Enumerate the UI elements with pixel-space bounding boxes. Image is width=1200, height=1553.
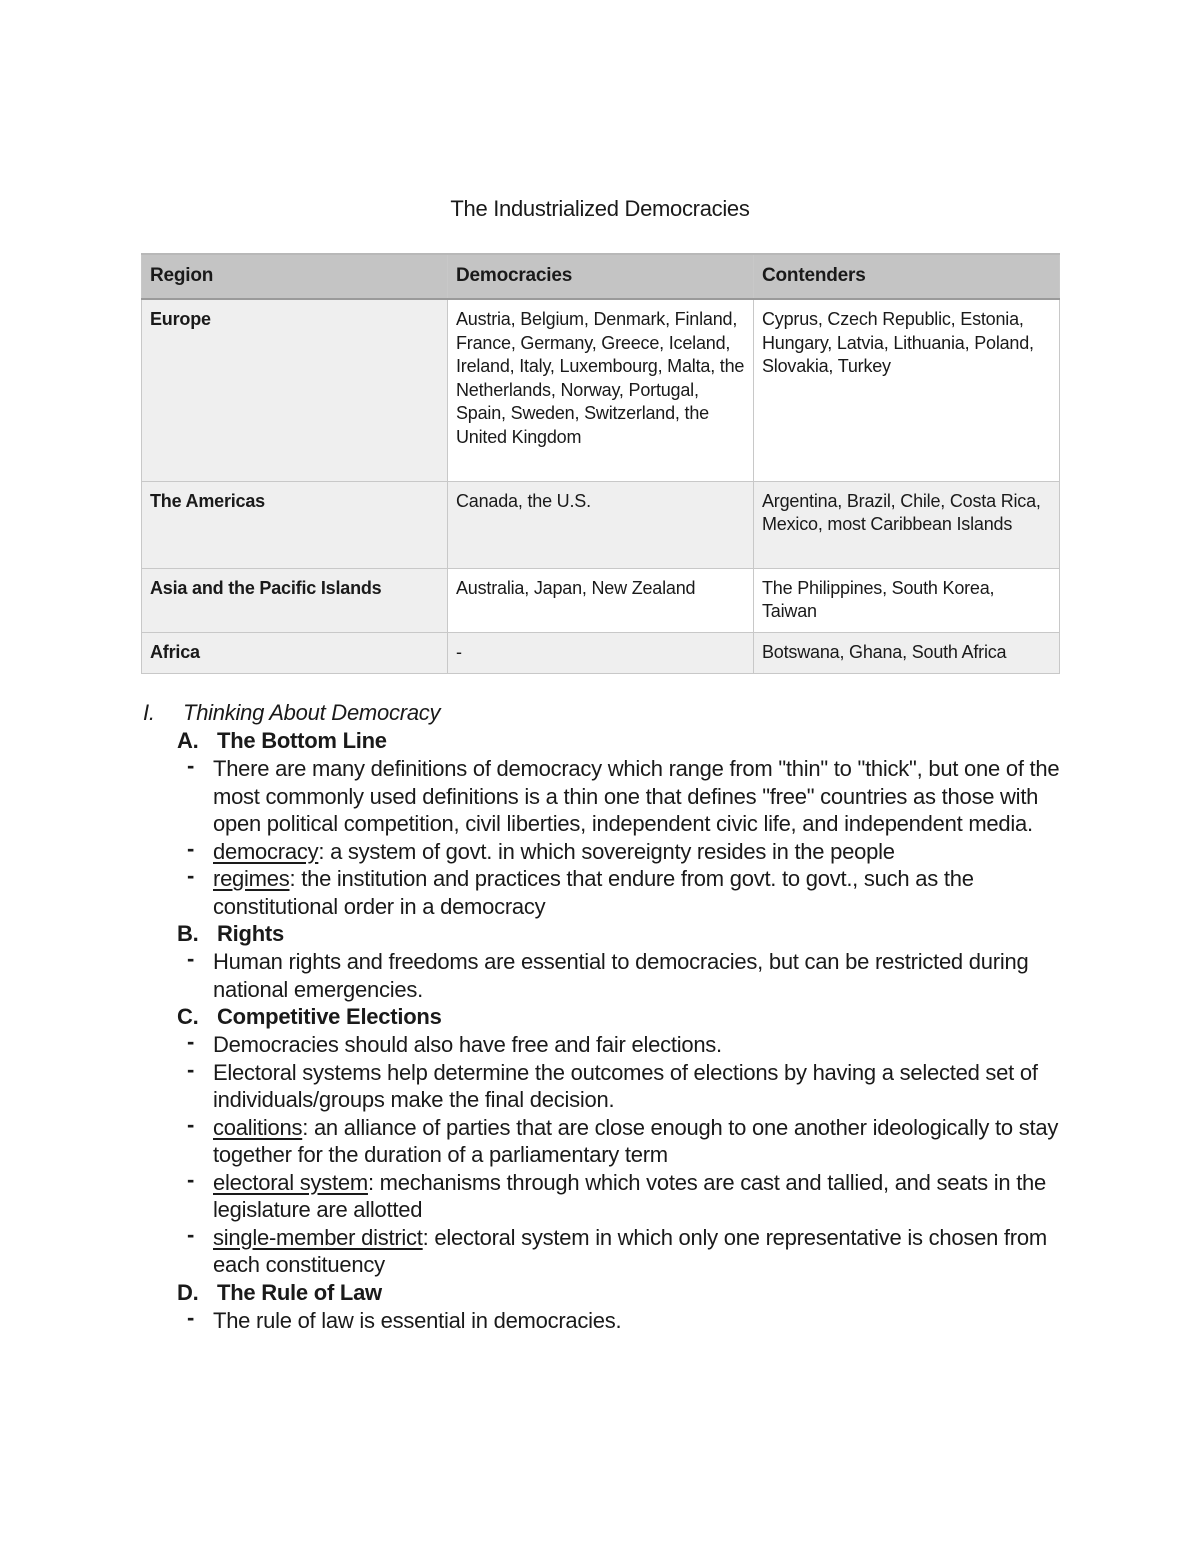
subsection-heading bbox=[141, 1279, 1071, 1307]
region-cell: Europe bbox=[142, 299, 448, 481]
bullet-text: There are many definitions of democracy which range from "thin" to "thick", but one of the most commonly used definitions is a thin one that defines "free" countries as those with open political competition, civil liberties, independent civic life, and independent media. bbox=[213, 756, 1060, 836]
glossary-term: electoral system bbox=[213, 1169, 368, 1195]
list-item bbox=[141, 1111, 1071, 1169]
dash-bullet: - bbox=[187, 1111, 195, 1137]
document-title: The Industrialized Democracies bbox=[450, 196, 750, 221]
subsection-title: Rights bbox=[217, 921, 284, 946]
bullet-text: Human rights and freedoms are essential to democracies, but can be restricted during national emergencies. bbox=[213, 949, 1029, 1002]
region-cell: Africa bbox=[142, 632, 448, 673]
list-item bbox=[141, 1166, 1071, 1224]
bullet-text: : the institution and practices that endure from govt. to govt., such as the constitutional order in a democracy bbox=[213, 866, 974, 919]
dash-bullet: - bbox=[187, 1221, 195, 1247]
subsection-letter: A. bbox=[177, 728, 199, 753]
dash-bullet: - bbox=[187, 1304, 195, 1330]
list-item bbox=[141, 1031, 1071, 1059]
section-numeral: I. bbox=[143, 700, 155, 725]
header-democracies: Democracies bbox=[448, 254, 754, 299]
glossary-term: single-member district bbox=[213, 1224, 423, 1250]
subsection-heading bbox=[141, 1003, 1071, 1031]
list-item bbox=[141, 1304, 1071, 1335]
subsection-title: The Bottom Line bbox=[217, 728, 387, 753]
list-item bbox=[141, 1221, 1071, 1279]
bullet-text: : a system of govt. in which sovereignty resides in the people bbox=[318, 838, 895, 864]
democracies-cell: Canada, the U.S. bbox=[448, 481, 754, 568]
list-item bbox=[141, 1056, 1071, 1114]
dash-bullet: - bbox=[187, 946, 195, 971]
list-item bbox=[141, 755, 1071, 838]
table-row bbox=[142, 632, 1060, 673]
democracies-cell: Austria, Belgium, Denmark, Finland, France, Germany, Greece, Iceland, Ireland, Italy, Luxembourg, Malta, the Netherlands, Norway, Portugal, Spain, Sweden, Switzerland, the United Kingdom bbox=[448, 299, 754, 481]
democracies-table bbox=[141, 253, 1060, 674]
list-item bbox=[141, 865, 1071, 920]
bullet-text: : an alliance of parties that are close enough to one another ideologically to stay together for the duration of a parliamentary term bbox=[213, 1114, 1059, 1167]
dash-bullet: - bbox=[187, 753, 195, 778]
subsection-letter: D. bbox=[177, 1279, 199, 1305]
contenders-cell: Cyprus, Czech Republic, Estonia, Hungary, Latvia, Lithuania, Poland, Slovakia, Turkey bbox=[754, 299, 1060, 481]
dash-bullet: - bbox=[187, 1166, 195, 1192]
region-cell: The Americas bbox=[142, 481, 448, 568]
dash-bullet: - bbox=[187, 835, 195, 861]
bullet-text: : mechanisms through which votes are cast and tallied, and seats in the legislature are allotted bbox=[213, 1169, 1047, 1222]
subsection-letter: C. bbox=[177, 1004, 199, 1029]
subsection-heading bbox=[141, 727, 1071, 755]
democracies-cell: - bbox=[448, 632, 754, 673]
subsection-title: Competitive Elections bbox=[217, 1004, 442, 1029]
contenders-cell: The Philippines, South Korea, Taiwan bbox=[754, 568, 1060, 632]
democracies-cell: Australia, Japan, New Zealand bbox=[448, 568, 754, 632]
bullet-text: Democracies should also have free and fair elections. bbox=[213, 1032, 722, 1057]
bullet-text: : electoral system in which only one representative is chosen from each constituency bbox=[213, 1224, 1047, 1277]
section-heading bbox=[141, 699, 1071, 727]
list-item bbox=[141, 835, 1071, 866]
header-contenders: Contenders bbox=[754, 254, 1060, 299]
table-header-row bbox=[142, 254, 1060, 299]
table-row bbox=[142, 481, 1060, 568]
table-row bbox=[142, 299, 1060, 481]
section-title: Thinking About Democracy bbox=[183, 700, 441, 725]
region-cell: Asia and the Pacific Islands bbox=[142, 568, 448, 632]
bullet-text: The rule of law is essential in democracies. bbox=[213, 1307, 622, 1333]
glossary-term: regimes bbox=[213, 866, 290, 891]
glossary-term: coalitions bbox=[213, 1114, 303, 1140]
list-item bbox=[141, 948, 1071, 1003]
subsection-title: The Rule of Law bbox=[217, 1279, 382, 1305]
contenders-cell: Argentina, Brazil, Chile, Costa Rica, Mexico, most Caribbean Islands bbox=[754, 481, 1060, 568]
dash-bullet: - bbox=[187, 1029, 195, 1054]
outline bbox=[141, 699, 1071, 1334]
table-row bbox=[142, 568, 1060, 632]
glossary-term: democracy bbox=[213, 838, 319, 864]
subsection-heading bbox=[141, 920, 1071, 948]
dash-bullet: - bbox=[187, 1056, 195, 1082]
bullet-text: Electoral systems help determine the outcomes of elections by having a selected set of individuals/groups make the final decision. bbox=[213, 1059, 1038, 1112]
contenders-cell: Botswana, Ghana, South Africa bbox=[754, 632, 1060, 673]
subsection-letter: B. bbox=[177, 921, 199, 946]
dash-bullet: - bbox=[187, 863, 195, 888]
header-region: Region bbox=[142, 254, 448, 299]
